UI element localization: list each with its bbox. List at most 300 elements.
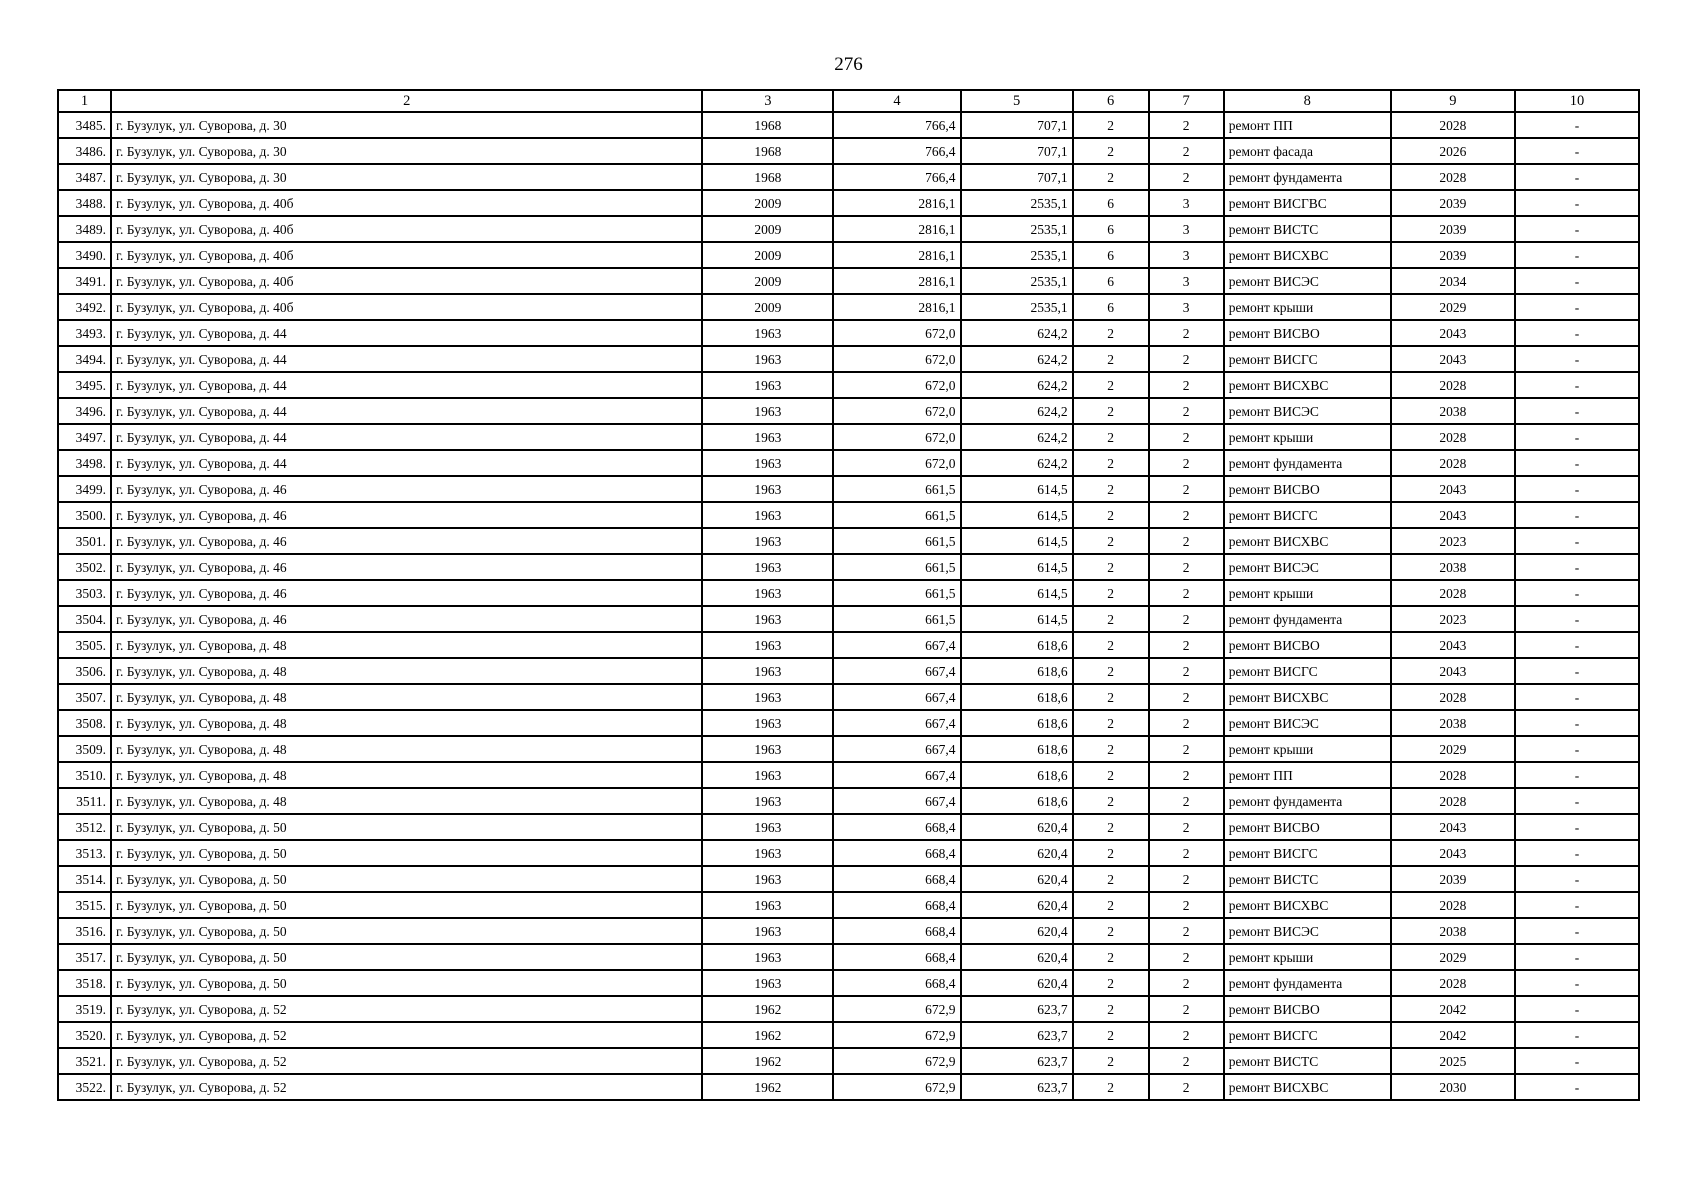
column-header: 8 xyxy=(1224,90,1391,112)
cell-living-area: 620,4 xyxy=(961,866,1073,892)
cell-total-area: 672,9 xyxy=(833,996,960,1022)
cell-planned-year: 2030 xyxy=(1391,1074,1515,1100)
table-row xyxy=(58,502,1639,528)
cell-build-year: 2009 xyxy=(702,294,833,320)
cell-work-type: ремонт ВИСХВС xyxy=(1224,1074,1391,1100)
table-row xyxy=(58,1022,1639,1048)
cell-entrances: 3 xyxy=(1149,268,1224,294)
cell-entrances: 2 xyxy=(1149,684,1224,710)
table-row xyxy=(58,268,1639,294)
cell-living-area: 707,1 xyxy=(961,138,1073,164)
cell-living-area: 618,6 xyxy=(961,632,1073,658)
table-row xyxy=(58,242,1639,268)
cell-total-area: 668,4 xyxy=(833,892,960,918)
cell-planned-year: 2028 xyxy=(1391,892,1515,918)
cell-note: - xyxy=(1515,918,1639,944)
table-row xyxy=(58,736,1639,762)
cell-work-type: ремонт крыши xyxy=(1224,424,1391,450)
cell-total-area: 661,5 xyxy=(833,528,960,554)
cell-living-area: 623,7 xyxy=(961,1022,1073,1048)
cell-build-year: 1963 xyxy=(702,632,833,658)
cell-floors: 6 xyxy=(1073,216,1149,242)
table-row xyxy=(58,918,1639,944)
cell-work-type: ремонт ВИСГС xyxy=(1224,346,1391,372)
cell-entrances: 2 xyxy=(1149,398,1224,424)
table-row xyxy=(58,294,1639,320)
cell-planned-year: 2038 xyxy=(1391,918,1515,944)
cell-living-area: 614,5 xyxy=(961,580,1073,606)
cell-work-type: ремонт крыши xyxy=(1224,580,1391,606)
cell-address: г. Бузулук, ул. Суворова, д. 52 xyxy=(111,1022,702,1048)
cell-total-area: 672,0 xyxy=(833,398,960,424)
cell-row-number: 3509. xyxy=(58,736,111,762)
cell-row-number: 3497. xyxy=(58,424,111,450)
cell-total-area: 668,4 xyxy=(833,944,960,970)
cell-entrances: 2 xyxy=(1149,944,1224,970)
cell-address: г. Бузулук, ул. Суворова, д. 44 xyxy=(111,372,702,398)
cell-note: - xyxy=(1515,892,1639,918)
cell-note: - xyxy=(1515,242,1639,268)
table-row xyxy=(58,892,1639,918)
cell-build-year: 1962 xyxy=(702,1022,833,1048)
cell-total-area: 2816,1 xyxy=(833,190,960,216)
cell-planned-year: 2028 xyxy=(1391,580,1515,606)
cell-entrances: 2 xyxy=(1149,450,1224,476)
cell-planned-year: 2042 xyxy=(1391,996,1515,1022)
cell-total-area: 668,4 xyxy=(833,814,960,840)
cell-row-number: 3515. xyxy=(58,892,111,918)
cell-build-year: 1963 xyxy=(702,970,833,996)
cell-planned-year: 2043 xyxy=(1391,658,1515,684)
cell-build-year: 2009 xyxy=(702,242,833,268)
cell-address: г. Бузулук, ул. Суворова, д. 50 xyxy=(111,892,702,918)
cell-note: - xyxy=(1515,658,1639,684)
cell-planned-year: 2043 xyxy=(1391,320,1515,346)
cell-entrances: 2 xyxy=(1149,138,1224,164)
cell-living-area: 2535,1 xyxy=(961,268,1073,294)
cell-living-area: 618,6 xyxy=(961,658,1073,684)
table-row xyxy=(58,424,1639,450)
cell-note: - xyxy=(1515,1048,1639,1074)
cell-planned-year: 2043 xyxy=(1391,346,1515,372)
cell-note: - xyxy=(1515,164,1639,190)
cell-work-type: ремонт ВИСХВС xyxy=(1224,242,1391,268)
cell-address: г. Бузулук, ул. Суворова, д. 44 xyxy=(111,424,702,450)
cell-living-area: 618,6 xyxy=(961,684,1073,710)
cell-note: - xyxy=(1515,346,1639,372)
cell-floors: 2 xyxy=(1073,1022,1149,1048)
cell-floors: 2 xyxy=(1073,424,1149,450)
cell-entrances: 3 xyxy=(1149,294,1224,320)
cell-build-year: 1968 xyxy=(702,112,833,138)
cell-entrances: 3 xyxy=(1149,216,1224,242)
cell-floors: 2 xyxy=(1073,372,1149,398)
cell-floors: 2 xyxy=(1073,554,1149,580)
cell-note: - xyxy=(1515,112,1639,138)
cell-build-year: 1963 xyxy=(702,580,833,606)
table-row xyxy=(58,866,1639,892)
column-header: 3 xyxy=(702,90,833,112)
cell-floors: 2 xyxy=(1073,528,1149,554)
cell-floors: 2 xyxy=(1073,580,1149,606)
cell-floors: 2 xyxy=(1073,866,1149,892)
table-header-row xyxy=(58,90,1639,112)
cell-build-year: 1962 xyxy=(702,996,833,1022)
cell-work-type: ремонт ВИСТС xyxy=(1224,216,1391,242)
cell-address: г. Бузулук, ул. Суворова, д. 46 xyxy=(111,554,702,580)
cell-work-type: ремонт фундамента xyxy=(1224,970,1391,996)
cell-living-area: 2535,1 xyxy=(961,242,1073,268)
registry-table xyxy=(57,89,1640,1101)
cell-build-year: 1963 xyxy=(702,684,833,710)
cell-entrances: 2 xyxy=(1149,346,1224,372)
cell-work-type: ремонт ВИСВО xyxy=(1224,814,1391,840)
cell-living-area: 624,2 xyxy=(961,320,1073,346)
cell-build-year: 1963 xyxy=(702,814,833,840)
cell-row-number: 3493. xyxy=(58,320,111,346)
cell-floors: 2 xyxy=(1073,164,1149,190)
cell-note: - xyxy=(1515,476,1639,502)
cell-note: - xyxy=(1515,710,1639,736)
cell-row-number: 3513. xyxy=(58,840,111,866)
cell-floors: 2 xyxy=(1073,1074,1149,1100)
cell-address: г. Бузулук, ул. Суворова, д. 48 xyxy=(111,788,702,814)
cell-note: - xyxy=(1515,970,1639,996)
cell-note: - xyxy=(1515,1022,1639,1048)
cell-floors: 2 xyxy=(1073,736,1149,762)
cell-note: - xyxy=(1515,424,1639,450)
cell-entrances: 2 xyxy=(1149,502,1224,528)
cell-planned-year: 2026 xyxy=(1391,138,1515,164)
table-row xyxy=(58,996,1639,1022)
table-row xyxy=(58,710,1639,736)
cell-planned-year: 2028 xyxy=(1391,450,1515,476)
cell-living-area: 614,5 xyxy=(961,476,1073,502)
cell-build-year: 1963 xyxy=(702,372,833,398)
cell-build-year: 1963 xyxy=(702,320,833,346)
cell-address: г. Бузулук, ул. Суворова, д. 46 xyxy=(111,580,702,606)
cell-build-year: 1963 xyxy=(702,606,833,632)
cell-address: г. Бузулук, ул. Суворова, д. 40б xyxy=(111,294,702,320)
cell-row-number: 3519. xyxy=(58,996,111,1022)
cell-build-year: 1963 xyxy=(702,866,833,892)
cell-work-type: ремонт ВИСЭС xyxy=(1224,710,1391,736)
cell-planned-year: 2039 xyxy=(1391,190,1515,216)
cell-floors: 2 xyxy=(1073,788,1149,814)
cell-living-area: 614,5 xyxy=(961,554,1073,580)
cell-work-type: ремонт фундамента xyxy=(1224,788,1391,814)
cell-entrances: 2 xyxy=(1149,164,1224,190)
cell-total-area: 668,4 xyxy=(833,970,960,996)
cell-note: - xyxy=(1515,502,1639,528)
cell-floors: 2 xyxy=(1073,398,1149,424)
cell-planned-year: 2042 xyxy=(1391,1022,1515,1048)
cell-planned-year: 2028 xyxy=(1391,788,1515,814)
cell-planned-year: 2028 xyxy=(1391,164,1515,190)
cell-build-year: 1963 xyxy=(702,476,833,502)
cell-floors: 6 xyxy=(1073,190,1149,216)
cell-living-area: 623,7 xyxy=(961,1074,1073,1100)
cell-planned-year: 2023 xyxy=(1391,606,1515,632)
cell-address: г. Бузулук, ул. Суворова, д. 50 xyxy=(111,840,702,866)
cell-work-type: ремонт ВИСЭС xyxy=(1224,268,1391,294)
cell-work-type: ремонт ВИСВО xyxy=(1224,320,1391,346)
cell-work-type: ремонт фундамента xyxy=(1224,606,1391,632)
cell-floors: 2 xyxy=(1073,892,1149,918)
cell-work-type: ремонт ВИСВО xyxy=(1224,996,1391,1022)
column-header: 9 xyxy=(1391,90,1515,112)
cell-address: г. Бузулук, ул. Суворова, д. 44 xyxy=(111,320,702,346)
cell-row-number: 3504. xyxy=(58,606,111,632)
cell-row-number: 3495. xyxy=(58,372,111,398)
table-row xyxy=(58,1048,1639,1074)
cell-total-area: 672,9 xyxy=(833,1022,960,1048)
cell-work-type: ремонт крыши xyxy=(1224,294,1391,320)
table-row xyxy=(58,398,1639,424)
cell-address: г. Бузулук, ул. Суворова, д. 40б xyxy=(111,268,702,294)
cell-work-type: ремонт ПП xyxy=(1224,762,1391,788)
cell-entrances: 3 xyxy=(1149,190,1224,216)
cell-build-year: 1963 xyxy=(702,398,833,424)
cell-planned-year: 2029 xyxy=(1391,944,1515,970)
cell-planned-year: 2028 xyxy=(1391,372,1515,398)
cell-living-area: 618,6 xyxy=(961,736,1073,762)
cell-living-area: 620,4 xyxy=(961,814,1073,840)
cell-living-area: 2535,1 xyxy=(961,294,1073,320)
cell-row-number: 3486. xyxy=(58,138,111,164)
cell-living-area: 624,2 xyxy=(961,346,1073,372)
cell-row-number: 3500. xyxy=(58,502,111,528)
cell-planned-year: 2043 xyxy=(1391,814,1515,840)
cell-total-area: 672,0 xyxy=(833,424,960,450)
cell-entrances: 2 xyxy=(1149,606,1224,632)
cell-total-area: 661,5 xyxy=(833,502,960,528)
cell-floors: 2 xyxy=(1073,138,1149,164)
cell-planned-year: 2028 xyxy=(1391,424,1515,450)
cell-address: г. Бузулук, ул. Суворова, д. 40б xyxy=(111,242,702,268)
cell-note: - xyxy=(1515,450,1639,476)
cell-build-year: 2009 xyxy=(702,190,833,216)
table-row xyxy=(58,372,1639,398)
cell-living-area: 624,2 xyxy=(961,398,1073,424)
cell-row-number: 3516. xyxy=(58,918,111,944)
cell-row-number: 3520. xyxy=(58,1022,111,1048)
cell-living-area: 618,6 xyxy=(961,788,1073,814)
cell-address: г. Бузулук, ул. Суворова, д. 52 xyxy=(111,1048,702,1074)
cell-living-area: 707,1 xyxy=(961,112,1073,138)
cell-living-area: 624,2 xyxy=(961,372,1073,398)
cell-row-number: 3507. xyxy=(58,684,111,710)
cell-row-number: 3487. xyxy=(58,164,111,190)
cell-work-type: ремонт крыши xyxy=(1224,944,1391,970)
cell-planned-year: 2038 xyxy=(1391,554,1515,580)
cell-entrances: 2 xyxy=(1149,970,1224,996)
cell-note: - xyxy=(1515,554,1639,580)
cell-entrances: 2 xyxy=(1149,840,1224,866)
table-row xyxy=(58,970,1639,996)
cell-build-year: 1963 xyxy=(702,762,833,788)
table-row xyxy=(58,320,1639,346)
cell-address: г. Бузулук, ул. Суворова, д. 50 xyxy=(111,970,702,996)
cell-planned-year: 2043 xyxy=(1391,632,1515,658)
cell-living-area: 620,4 xyxy=(961,944,1073,970)
cell-address: г. Бузулук, ул. Суворова, д. 50 xyxy=(111,944,702,970)
cell-floors: 2 xyxy=(1073,1048,1149,1074)
cell-living-area: 624,2 xyxy=(961,424,1073,450)
cell-living-area: 623,7 xyxy=(961,1048,1073,1074)
cell-floors: 2 xyxy=(1073,710,1149,736)
page-number: 276 xyxy=(834,54,863,75)
cell-total-area: 672,0 xyxy=(833,372,960,398)
cell-total-area: 668,4 xyxy=(833,866,960,892)
cell-floors: 2 xyxy=(1073,346,1149,372)
cell-floors: 2 xyxy=(1073,476,1149,502)
cell-build-year: 2009 xyxy=(702,268,833,294)
cell-address: г. Бузулук, ул. Суворова, д. 44 xyxy=(111,398,702,424)
cell-address: г. Бузулук, ул. Суворова, д. 46 xyxy=(111,528,702,554)
cell-total-area: 2816,1 xyxy=(833,216,960,242)
cell-entrances: 2 xyxy=(1149,372,1224,398)
cell-entrances: 2 xyxy=(1149,580,1224,606)
cell-work-type: ремонт ВИСХВС xyxy=(1224,528,1391,554)
cell-entrances: 2 xyxy=(1149,710,1224,736)
cell-build-year: 1963 xyxy=(702,788,833,814)
cell-floors: 2 xyxy=(1073,970,1149,996)
cell-work-type: ремонт ВИСЭС xyxy=(1224,554,1391,580)
column-header: 7 xyxy=(1149,90,1224,112)
cell-work-type: ремонт ВИСГВС xyxy=(1224,190,1391,216)
cell-total-area: 672,9 xyxy=(833,1048,960,1074)
cell-row-number: 3485. xyxy=(58,112,111,138)
cell-build-year: 1963 xyxy=(702,554,833,580)
cell-work-type: ремонт фундамента xyxy=(1224,164,1391,190)
cell-work-type: ремонт ВИСВО xyxy=(1224,632,1391,658)
cell-note: - xyxy=(1515,580,1639,606)
cell-planned-year: 2029 xyxy=(1391,294,1515,320)
cell-living-area: 620,4 xyxy=(961,918,1073,944)
cell-address: г. Бузулук, ул. Суворова, д. 50 xyxy=(111,866,702,892)
cell-total-area: 766,4 xyxy=(833,164,960,190)
cell-row-number: 3508. xyxy=(58,710,111,736)
cell-floors: 2 xyxy=(1073,632,1149,658)
table-row xyxy=(58,762,1639,788)
cell-total-area: 667,4 xyxy=(833,788,960,814)
cell-address: г. Бузулук, ул. Суворова, д. 44 xyxy=(111,346,702,372)
cell-floors: 2 xyxy=(1073,814,1149,840)
cell-row-number: 3492. xyxy=(58,294,111,320)
cell-address: г. Бузулук, ул. Суворова, д. 40б xyxy=(111,216,702,242)
cell-address: г. Бузулук, ул. Суворова, д. 48 xyxy=(111,736,702,762)
cell-note: - xyxy=(1515,684,1639,710)
cell-note: - xyxy=(1515,996,1639,1022)
cell-work-type: ремонт фасада xyxy=(1224,138,1391,164)
cell-address: г. Бузулук, ул. Суворова, д. 48 xyxy=(111,658,702,684)
cell-living-area: 620,4 xyxy=(961,892,1073,918)
cell-work-type: ремонт ВИСХВС xyxy=(1224,372,1391,398)
cell-floors: 2 xyxy=(1073,320,1149,346)
cell-row-number: 3499. xyxy=(58,476,111,502)
cell-address: г. Бузулук, ул. Суворова, д. 30 xyxy=(111,112,702,138)
cell-floors: 2 xyxy=(1073,112,1149,138)
cell-row-number: 3517. xyxy=(58,944,111,970)
cell-note: - xyxy=(1515,840,1639,866)
cell-address: г. Бузулук, ул. Суворова, д. 50 xyxy=(111,918,702,944)
cell-work-type: ремонт ВИСГС xyxy=(1224,658,1391,684)
cell-work-type: ремонт ВИСХВС xyxy=(1224,684,1391,710)
cell-planned-year: 2028 xyxy=(1391,762,1515,788)
cell-total-area: 2816,1 xyxy=(833,242,960,268)
cell-floors: 2 xyxy=(1073,762,1149,788)
cell-note: - xyxy=(1515,866,1639,892)
cell-entrances: 2 xyxy=(1149,476,1224,502)
cell-build-year: 1963 xyxy=(702,450,833,476)
cell-address: г. Бузулук, ул. Суворова, д. 52 xyxy=(111,996,702,1022)
cell-note: - xyxy=(1515,294,1639,320)
cell-total-area: 668,4 xyxy=(833,918,960,944)
cell-address: г. Бузулук, ул. Суворова, д. 46 xyxy=(111,606,702,632)
cell-entrances: 2 xyxy=(1149,632,1224,658)
cell-row-number: 3502. xyxy=(58,554,111,580)
cell-floors: 2 xyxy=(1073,606,1149,632)
cell-build-year: 1968 xyxy=(702,164,833,190)
cell-planned-year: 2028 xyxy=(1391,970,1515,996)
cell-floors: 2 xyxy=(1073,996,1149,1022)
cell-note: - xyxy=(1515,528,1639,554)
cell-address: г. Бузулук, ул. Суворова, д. 46 xyxy=(111,476,702,502)
cell-work-type: ремонт ВИСТС xyxy=(1224,1048,1391,1074)
cell-entrances: 2 xyxy=(1149,736,1224,762)
cell-living-area: 2535,1 xyxy=(961,216,1073,242)
cell-planned-year: 2043 xyxy=(1391,476,1515,502)
cell-row-number: 3505. xyxy=(58,632,111,658)
cell-build-year: 1963 xyxy=(702,528,833,554)
cell-total-area: 661,5 xyxy=(833,554,960,580)
cell-address: г. Бузулук, ул. Суворова, д. 48 xyxy=(111,710,702,736)
cell-floors: 2 xyxy=(1073,684,1149,710)
cell-floors: 2 xyxy=(1073,450,1149,476)
table-row xyxy=(58,216,1639,242)
cell-row-number: 3494. xyxy=(58,346,111,372)
cell-living-area: 620,4 xyxy=(961,970,1073,996)
table-row xyxy=(58,658,1639,684)
table-row xyxy=(58,112,1639,138)
cell-row-number: 3514. xyxy=(58,866,111,892)
cell-address: г. Бузулук, ул. Суворова, д. 48 xyxy=(111,632,702,658)
table-row xyxy=(58,138,1639,164)
cell-total-area: 661,5 xyxy=(833,606,960,632)
table-row xyxy=(58,164,1639,190)
cell-living-area: 623,7 xyxy=(961,996,1073,1022)
table-row xyxy=(58,684,1639,710)
cell-note: - xyxy=(1515,632,1639,658)
cell-total-area: 672,0 xyxy=(833,450,960,476)
cell-note: - xyxy=(1515,788,1639,814)
column-header: 4 xyxy=(833,90,960,112)
table-row xyxy=(58,814,1639,840)
column-header: 2 xyxy=(111,90,702,112)
cell-work-type: ремонт ВИСВО xyxy=(1224,476,1391,502)
cell-total-area: 672,0 xyxy=(833,346,960,372)
cell-planned-year: 2043 xyxy=(1391,840,1515,866)
cell-total-area: 667,4 xyxy=(833,684,960,710)
cell-planned-year: 2028 xyxy=(1391,112,1515,138)
column-header: 6 xyxy=(1073,90,1149,112)
cell-work-type: ремонт крыши xyxy=(1224,736,1391,762)
cell-row-number: 3501. xyxy=(58,528,111,554)
cell-floors: 2 xyxy=(1073,944,1149,970)
cell-entrances: 2 xyxy=(1149,1022,1224,1048)
cell-build-year: 1962 xyxy=(702,1048,833,1074)
